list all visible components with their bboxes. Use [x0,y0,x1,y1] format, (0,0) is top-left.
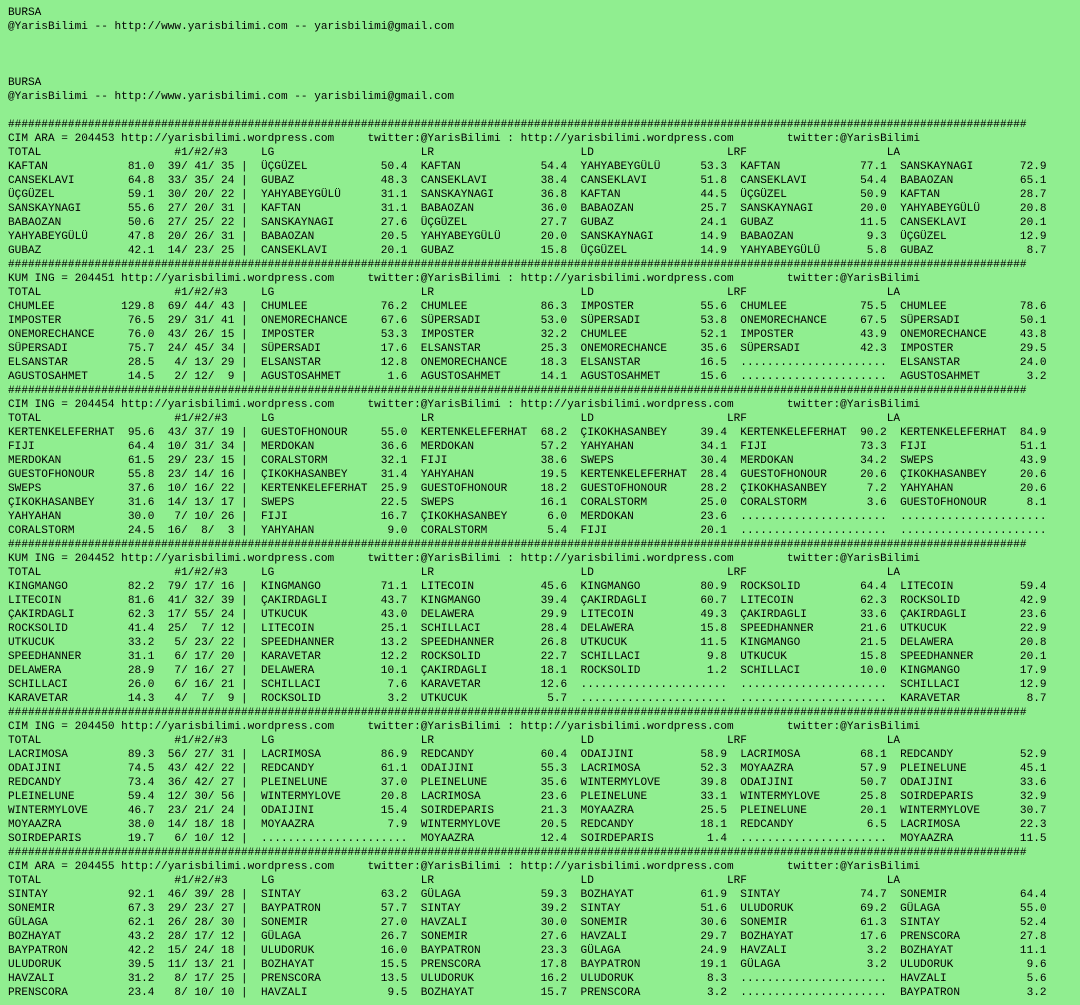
city-title-line: BURSA [8,7,42,19]
horse-row-line: MOYAAZRA 38.0 14/ 18/ 18 | MOYAAZRA 7.9 WINTERMYLOVE 20.5 REDCANDY 18.1 REDCANDY 6.5 LACRIMOSA 22.3 [8,819,1047,831]
race-header-line: CIM ARA = 204453 http://yarisbilimi.wordpress.com twitter:@YarisBilimi : http://yarisbilimi.wordpress.com twitter:@YarisBilimi [8,133,921,145]
horse-row-line: KINGMANGO 82.2 79/ 17/ 16 | KINGMANGO 71.1 LITECOIN 45.6 KINGMANGO 80.9 ROCKSOLID 64.4 LITECOIN 59.4 [8,581,1047,593]
separator-line: ######################################################################################################################################################### [8,385,1027,397]
race-header-line: CIM ING = 204454 http://yarisbilimi.wordpress.com twitter:@YarisBilimi : http://yarisbilimi.wordpress.com twitter:@YarisBilimi [8,399,921,411]
horse-row-line: CHUMLEE 129.8 69/ 44/ 43 | CHUMLEE 76.2 CHUMLEE 86.3 IMPOSTER 55.6 CHUMLEE 75.5 CHUMLEE 78.6 [8,301,1047,313]
horse-row-line: PRENSCORA 23.4 8/ 10/ 10 | HAVZALI 9.5 BOZHAYAT 15.7 PRENSCORA 3.2 ...................... BAYPATRON 3.2 [8,987,1047,999]
horse-row-line: SPEEDHANNER 31.1 6/ 17/ 20 | KARAVETAR 12.2 ROCKSOLID 22.7 SCHILLACI 9.8 UTKUCUK 15.8 SPEEDHANNER 20.1 [8,651,1047,663]
horse-row-line: FIJI 64.4 10/ 31/ 34 | MERDOKAN 36.6 MERDOKAN 57.2 YAHYAHAN 34.1 FIJI 73.3 FIJI 51.1 [8,441,1047,453]
horse-row-line: DELAWERA 28.9 7/ 16/ 27 | DELAWERA 10.1 ÇAKIRDAGLI 18.1 ROCKSOLID 1.2 SCHILLACI 10.0 KINGMANGO 17.9 [8,665,1047,677]
horse-row-line: ODAIJINI 74.5 43/ 42/ 22 | REDCANDY 61.1 ODAIJINI 55.3 LACRIMOSA 52.3 MOYAAZRA 57.9 PLEINELUNE 45.1 [8,763,1047,775]
horse-row-line: AGUSTOSAHMET 14.5 2/ 12/ 9 | AGUSTOSAHMET 1.6 AGUSTOSAHMET 14.1 AGUSTOSAHMET 15.6 ...................... AGUSTOSAHMET 3.2 [8,371,1047,383]
horse-row-line: ÇIKOKHASANBEY 31.6 14/ 13/ 17 | SWEPS 22.5 SWEPS 16.1 CORALSTORM 25.0 CORALSTORM 3.6 GUESTOFHONOUR 8.1 [8,497,1047,509]
horse-row-line: PLEINELUNE 59.4 12/ 30/ 56 | WINTERMYLOVE 20.8 LACRIMOSA 23.6 PLEINELUNE 33.1 WINTERMYLOVE 25.8 SOIRDEPARIS 32.9 [8,791,1047,803]
horse-row-line: WINTERMYLOVE 46.7 23/ 21/ 24 | ODAIJINI 15.4 SOIRDEPARIS 21.3 MOYAAZRA 25.5 PLEINELUNE 20.1 WINTERMYLOVE 30.7 [8,805,1047,817]
horse-row-line: ONEMORECHANCE 76.0 43/ 26/ 15 | IMPOSTER 53.3 IMPOSTER 32.2 CHUMLEE 52.1 IMPOSTER 43.9 ONEMORECHANCE 43.8 [8,329,1047,341]
horse-row-line: YAHYABEYGÜLÜ 47.8 20/ 26/ 31 | BABAOZAN 20.5 YAHYABEYGÜLÜ 20.0 SANSKAYNAGI 14.9 BABAOZAN 9.3 ÜÇGÜZEL 12.9 [8,231,1047,243]
horse-row-line: ÜÇGÜZEL 59.1 30/ 20/ 22 | YAHYABEYGÜLÜ 31.1 SANSKAYNAGI 36.8 KAFTAN 44.5 ÜÇGÜZEL 50.9 KAFTAN 28.7 [8,189,1047,201]
horse-row-line: BAYPATRON 42.2 15/ 24/ 18 | ULUDORUK 16.0 BAYPATRON 23.3 GÜLAGA 24.9 HAVZALI 3.2 BOZHAYAT 11.1 [8,945,1047,957]
horse-row-line: KARAVETAR 14.3 4/ 7/ 9 | ROCKSOLID 3.2 UTKUCUK 5.7 ...................... ...................... KARAVETAR 8.7 [8,693,1047,705]
blank-line [8,62,1047,76]
horse-row-line: CANSEKLAVI 64.8 33/ 35/ 24 | GUBAZ 48.3 CANSEKLAVI 38.4 CANSEKLAVI 51.8 CANSEKLAVI 54.4 BABAOZAN 65.1 [8,175,1047,187]
blank-line [8,104,1047,118]
column-header-line: TOTAL #1/#2/#3 LG LR LD LRF LA [8,735,901,747]
horse-row-line: YAHYAHAN 30.0 7/ 10/ 26 | FIJI 16.7 ÇIKOKHASANBEY 6.0 MERDOKAN 23.6 ...................... ...................... [8,511,1047,523]
horse-row-line: UTKUCUK 33.2 5/ 23/ 22 | SPEEDHANNER 13.2 SPEEDHANNER 26.8 UTKUCUK 11.5 KINGMANGO 21.5 DELAWERA 20.8 [8,637,1047,649]
horse-row-line: ROCKSOLID 41.4 25/ 7/ 12 | LITECOIN 25.1 SCHILLACI 28.4 DELAWERA 15.8 SPEEDHANNER 21.6 UTKUCUK 22.9 [8,623,1047,635]
separator-line: ######################################################################################################################################################### [8,119,1027,131]
horse-row-line: SINTAY 92.1 46/ 39/ 28 | SINTAY 63.2 GÜLAGA 59.3 BOZHAYAT 61.9 SINTAY 74.7 SONEMIR 64.4 [8,889,1047,901]
race-header-line: KUM ING = 204451 http://yarisbilimi.wordpress.com twitter:@YarisBilimi : http://yarisbilimi.wordpress.com twitter:@YarisBilimi [8,273,921,285]
horse-row-line: ÇAKIRDAGLI 62.3 17/ 55/ 24 | UTKUCUK 43.0 DELAWERA 29.9 LITECOIN 49.3 ÇAKIRDAGLI 33.6 ÇAKIRDAGLI 23.6 [8,609,1047,621]
race-ratings-text-document [8,6,1047,1000]
race-header-line: KUM ING = 204452 http://yarisbilimi.wordpress.com twitter:@YarisBilimi : http://yarisbilimi.wordpress.com twitter:@YarisBilimi [8,553,921,565]
horse-row-line: LITECOIN 81.6 41/ 32/ 39 | ÇAKIRDAGLI 43.7 KINGMANGO 39.4 ÇAKIRDAGLI 60.7 LITECOIN 62.3 ROCKSOLID 42.9 [8,595,1047,607]
column-header-line: TOTAL #1/#2/#3 LG LR LD LRF LA [8,413,901,425]
column-header-line: TOTAL #1/#2/#3 LG LR LD LRF LA [8,147,901,159]
horse-row-line: HAVZALI 31.2 8/ 17/ 25 | PRENSCORA 13.5 ULUDORUK 16.2 ULUDORUK 8.3 ...................... HAVZALI 5.6 [8,973,1047,985]
horse-row-line: ULUDORUK 39.5 11/ 13/ 21 | BOZHAYAT 15.5 PRENSCORA 17.8 BAYPATRON 19.1 GÜLAGA 3.2 ULUDORUK 9.6 [8,959,1047,971]
city-title-line: BURSA [8,77,42,89]
horse-row-line: LACRIMOSA 89.3 56/ 27/ 31 | LACRIMOSA 86.9 REDCANDY 60.4 ODAIJINI 58.9 LACRIMOSA 68.1 REDCANDY 52.9 [8,749,1047,761]
horse-row-line: GÜLAGA 62.1 26/ 28/ 30 | SONEMIR 27.0 HAVZALI 30.0 SONEMIR 30.6 SONEMIR 61.3 SINTAY 52.4 [8,917,1047,929]
horse-row-line: GUBAZ 42.1 14/ 23/ 25 | CANSEKLAVI 20.1 GUBAZ 15.8 ÜÇGÜZEL 14.9 YAHYABEYGÜLÜ 5.8 GUBAZ 8.7 [8,245,1047,257]
race-header-line: CIM ARA = 204455 http://yarisbilimi.wordpress.com twitter:@YarisBilimi : http://yarisbilimi.wordpress.com twitter:@YarisBilimi [8,861,921,873]
horse-row-line: IMPOSTER 76.5 29/ 31/ 41 | ONEMORECHANCE 67.6 SÜPERSADI 53.0 SÜPERSADI 53.8 ONEMORECHANCE 67.5 SÜPERSADI 50.1 [8,315,1047,327]
contact-line: @YarisBilimi -- http://www.yarisbilimi.com -- yarisbilimi@gmail.com [8,91,455,103]
separator-line: ######################################################################################################################################################### [8,847,1027,859]
horse-row-line: GUESTOFHONOUR 55.8 23/ 14/ 16 | ÇIKOKHASANBEY 31.4 YAHYAHAN 19.5 KERTENKELEFERHAT 28.4 GUESTOFHONOUR 20.6 ÇIKOKHASANBEY 20.6 [8,469,1047,481]
horse-row-line: SONEMIR 67.3 29/ 23/ 27 | BAYPATRON 57.7 SINTAY 39.2 SINTAY 51.6 ULUDORUK 69.2 GÜLAGA 55.0 [8,903,1047,915]
horse-row-line: SANSKAYNAGI 55.6 27/ 20/ 31 | KAFTAN 31.1 BABAOZAN 36.0 BABAOZAN 25.7 SANSKAYNAGI 20.0 YAHYABEYGÜLÜ 20.8 [8,203,1047,215]
column-header-line: TOTAL #1/#2/#3 LG LR LD LRF LA [8,287,901,299]
horse-row-line: BABAOZAN 50.6 27/ 25/ 22 | SANSKAYNAGI 27.6 ÜÇGÜZEL 27.7 GUBAZ 24.1 GUBAZ 11.5 CANSEKLAVI 20.1 [8,217,1047,229]
horse-row-line: MERDOKAN 61.5 29/ 23/ 15 | CORALSTORM 32.1 FIJI 38.6 SWEPS 30.4 MERDOKAN 34.2 SWEPS 43.9 [8,455,1047,467]
separator-line: ######################################################################################################################################################### [8,539,1027,551]
horse-row-line: REDCANDY 73.4 36/ 42/ 27 | PLEINELUNE 37.0 PLEINELUNE 35.6 WINTERMYLOVE 39.8 ODAIJINI 50.7 ODAIJINI 33.6 [8,777,1047,789]
horse-row-line: KERTENKELEFERHAT 95.6 43/ 37/ 19 | GUESTOFHONOUR 55.0 KERTENKELEFERHAT 68.2 ÇIKOKHASANBEY 39.4 KERTENKELEFERHAT 90.2 KERTENKELEFERHAT 84.9 [8,427,1047,439]
horse-row-line: BOZHAYAT 43.2 28/ 17/ 12 | GÜLAGA 26.7 SONEMIR 27.6 HAVZALI 29.7 BOZHAYAT 17.6 PRENSCORA 27.8 [8,931,1047,943]
horse-row-line: SWEPS 37.6 10/ 16/ 22 | KERTENKELEFERHAT 25.9 GUESTOFHONOUR 18.2 GUESTOFHONOUR 28.2 ÇIKOKHASANBEY 7.2 YAHYAHAN 20.6 [8,483,1047,495]
horse-row-line: SÜPERSADI 75.7 24/ 45/ 34 | SÜPERSADI 17.6 ELSANSTAR 25.3 ONEMORECHANCE 35.6 SÜPERSADI 42.3 IMPOSTER 29.5 [8,343,1047,355]
horse-row-line: CORALSTORM 24.5 16/ 8/ 3 | YAHYAHAN 9.0 CORALSTORM 5.4 FIJI 20.1 ...................... ...................... [8,525,1047,537]
separator-line: ######################################################################################################################################################### [8,707,1027,719]
contact-line: @YarisBilimi -- http://www.yarisbilimi.com -- yarisbilimi@gmail.com [8,21,455,33]
horse-row-line: KAFTAN 81.0 39/ 41/ 35 | ÜÇGÜZEL 50.4 KAFTAN 54.4 YAHYABEYGÜLÜ 53.3 KAFTAN 77.1 SANSKAYNAGI 72.9 [8,161,1047,173]
blank-line [8,48,1047,62]
horse-row-line: ELSANSTAR 28.5 4/ 13/ 29 | ELSANSTAR 12.8 ONEMORECHANCE 18.3 ELSANSTAR 16.5 ...................... ELSANSTAR 24.0 [8,357,1047,369]
separator-line: ######################################################################################################################################################### [8,259,1027,271]
horse-row-line: SCHILLACI 26.0 6/ 16/ 21 | SCHILLACI 7.6 KARAVETAR 12.6 ...................... ...................... SCHILLACI 12.9 [8,679,1047,691]
blank-line [8,34,1047,48]
column-header-line: TOTAL #1/#2/#3 LG LR LD LRF LA [8,875,901,887]
column-header-line: TOTAL #1/#2/#3 LG LR LD LRF LA [8,567,901,579]
race-header-line: CIM ING = 204450 http://yarisbilimi.wordpress.com twitter:@YarisBilimi : http://yarisbilimi.wordpress.com twitter:@YarisBilimi [8,721,921,733]
horse-row-line: SOIRDEPARIS 19.7 6/ 10/ 12 | ...................... MOYAAZRA 12.4 SOIRDEPARIS 1.4 ...................... MOYAAZRA 11.5 [8,833,1047,845]
